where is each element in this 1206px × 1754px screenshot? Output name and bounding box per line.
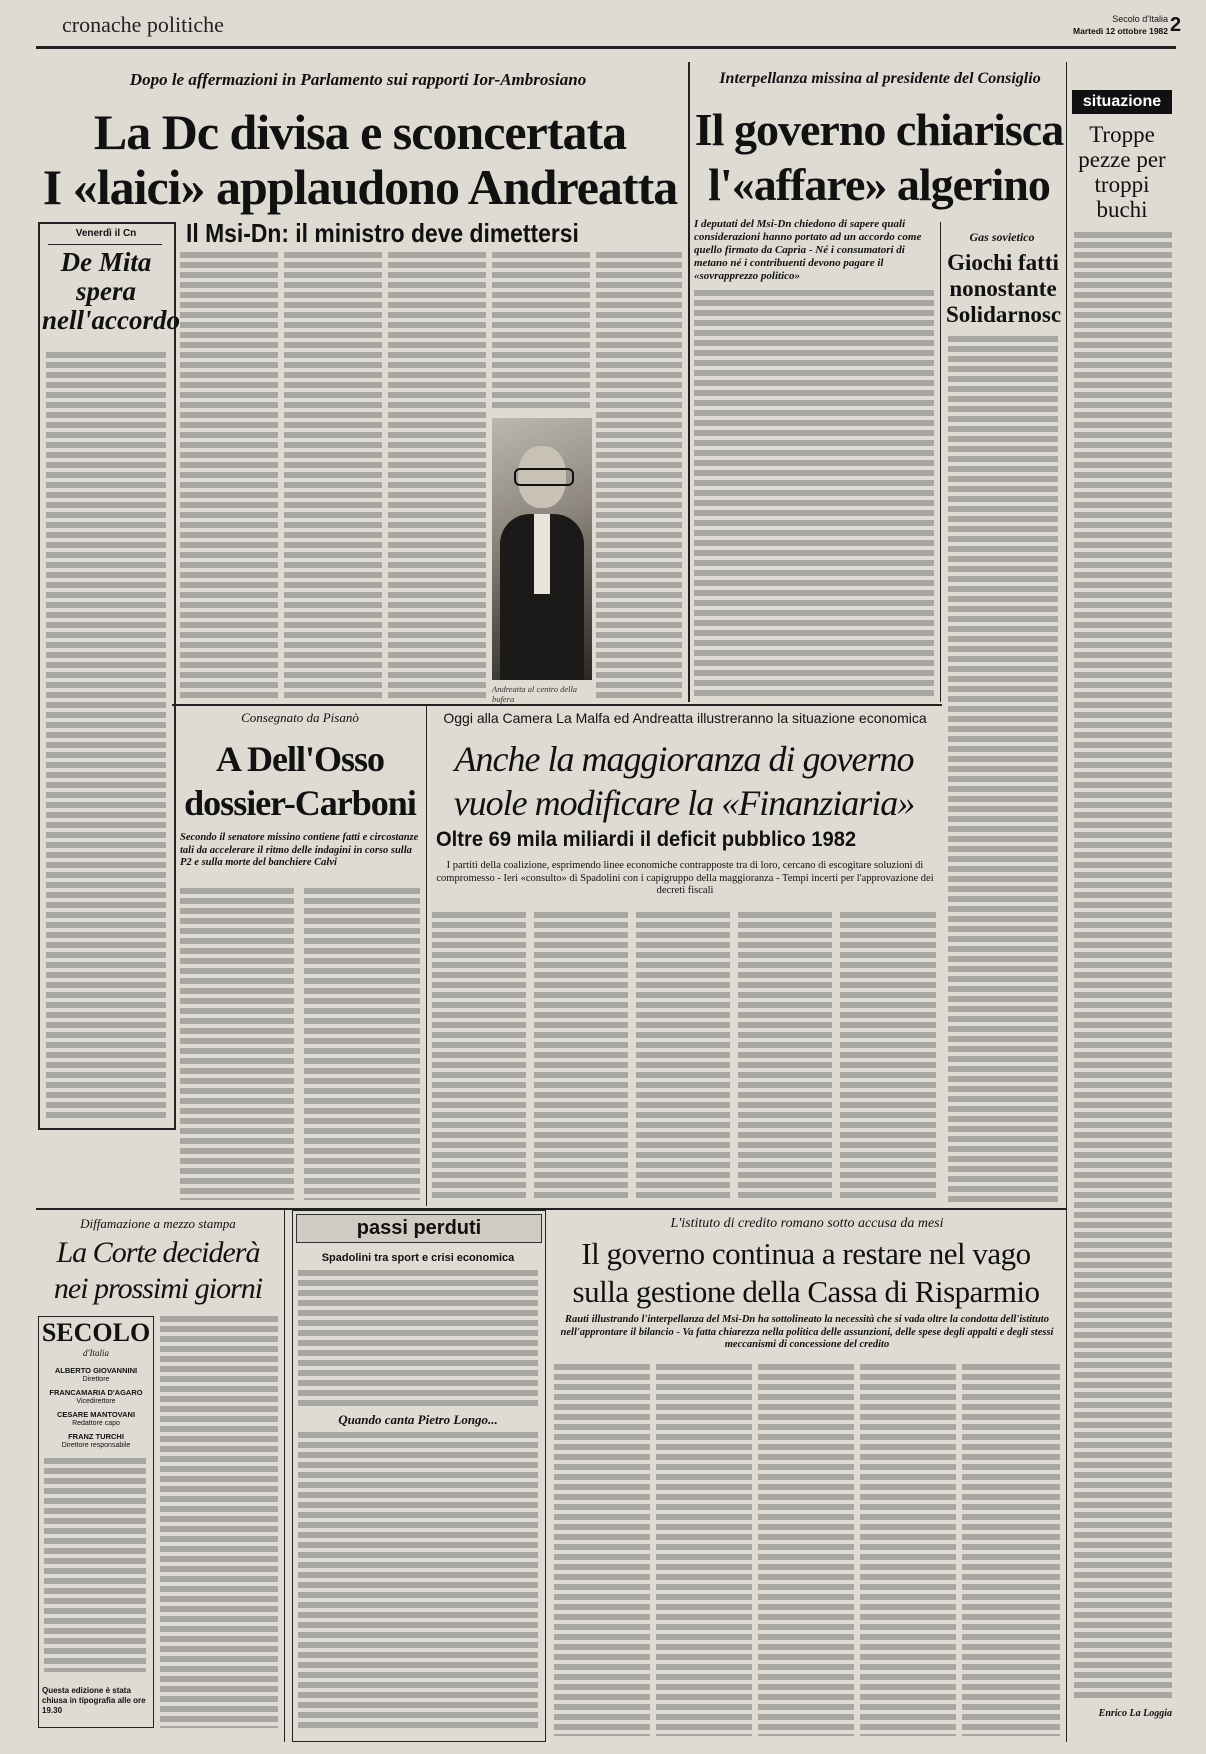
gas-kicker: Gas sovietico (969, 230, 1035, 244)
colophon-line-0: ALBERTO GIOVANNINI (54, 1366, 138, 1375)
finanziaria-kicker: Oggi alla Camera La Malfa ed Andreatta illustreranno la situazione economica (443, 710, 927, 726)
finanziaria-body-col-3 (636, 912, 730, 1200)
lead-headline-1: La Dc divisa e sconcertata (93, 104, 627, 160)
colophon-title: SECOLO (41, 1318, 151, 1347)
colophon-line-4: CESARE MANTOVANI (56, 1410, 136, 1419)
cassa-kicker: L'istituto di credito romano sotto accusa da mesi (670, 1216, 944, 1231)
masthead-name: Secolo d'Italia (1112, 14, 1168, 24)
passi-perduti-label: passi perduti (296, 1214, 542, 1243)
colophon-small-print (44, 1458, 146, 1672)
corte-body (160, 1316, 278, 1728)
situazione-body (1074, 232, 1172, 1702)
lead-body-col-3 (388, 252, 486, 700)
colophon-line-3: Vicedirettore (76, 1398, 116, 1405)
middle-top-rule (172, 704, 942, 706)
lead-sub-headline: Il Msi-Dn: il ministro deve dimettersi (186, 218, 579, 248)
finanziaria-headline-1: Anche la maggioranza di governo (454, 739, 914, 779)
corte-kicker: Diffamazione a mezzo stampa (80, 1216, 236, 1231)
lead-kicker: Dopo le affermazioni in Parlamento sui rapporti Ior-Ambrosiano (129, 70, 587, 89)
colophon-line-5: Redattore capo (72, 1420, 120, 1427)
de-mita-rule (48, 244, 162, 245)
cassa-body-col-4 (860, 1364, 956, 1736)
algeria-headline-2: l'«affare» algerino (708, 159, 1050, 210)
colophon-line-7: Direttore responsabile (61, 1442, 131, 1449)
carboni-right-rule (426, 706, 427, 1206)
finanziaria-body-col-5 (840, 912, 936, 1200)
situazione-label: situazione (1072, 90, 1172, 114)
situazione-left-rule (1066, 62, 1067, 1742)
carboni-body-col-1 (180, 888, 294, 1200)
colophon-line-2: FRANCAMARIA D'AGARO (49, 1388, 143, 1397)
lead-body-col-4 (492, 252, 590, 412)
cassa-body-col-5 (962, 1364, 1060, 1736)
gas-headline: Giochi fatti nonostante Solidarnosc (946, 250, 1062, 327)
cassa-headline-1: Il governo continua a restare nel vago (581, 1236, 1031, 1271)
colophon-line-1: Direttore (82, 1376, 110, 1383)
cassa-body-col-2 (656, 1364, 752, 1736)
finanziaria-body-col-2 (534, 912, 628, 1200)
carboni-body-col-2 (304, 888, 420, 1200)
passi-perduti-inner-headline: Quando canta Pietro Longo... (338, 1412, 498, 1427)
header-rule (36, 46, 1176, 49)
de-mita-headline: De Mita spera nell'accordo (42, 247, 180, 335)
corte-headline-1: La Corte deciderà (56, 1236, 260, 1269)
lead-body-col-2 (284, 252, 382, 700)
page-number: 2 (1170, 14, 1182, 36)
cassa-body-col-3 (758, 1364, 854, 1736)
corte-right-rule (284, 1210, 285, 1742)
finanziaria-body-col-4 (738, 912, 832, 1200)
section-title: cronache politiche (62, 12, 224, 37)
photo-caption: Andreatta al centro della bufera (492, 684, 578, 704)
issue-date: Martedì 12 ottobre 1982 (1073, 26, 1168, 36)
finanziaria-body-col-1 (432, 912, 526, 1200)
finanziaria-sub-headline: Oltre 69 mila miliardi il deficit pubblico 1982 (436, 828, 857, 851)
cassa-body-col-1 (554, 1364, 650, 1736)
cassa-headline-2: sulla gestione della Cassa di Risparmio (572, 1274, 1040, 1309)
lead-body-col-1 (180, 252, 278, 700)
algeria-deck: I deputati del Msi-Dn chiedono di sapere quali considerazioni hanno portato ad un accordo come quello firmato da Caprìa - Né i consumatori di metano né i contribuenti devono pagare il «sovrapprezzo politico» (694, 218, 922, 282)
cassa-deck: Rauti illustrando l'interpellanza del Msi-Dn ha sottolineato la necessità che si vada oltre la condotta dell'istituto nell'approntare il bilancio - Va fatta chiarezza nella politica delle assunzioni, delle spese degli appalti e degli stessi meccanismi di concessione del credito (560, 1314, 1054, 1350)
carboni-headline-1: A Dell'Osso (215, 739, 384, 779)
finanziaria-headline-2: vuole modificare la «Finanziaria» (453, 783, 915, 823)
lead-headline-2: I «laici» applaudono Andreatta (42, 159, 678, 215)
passi-perduti-body-2 (298, 1432, 538, 1732)
carboni-headline-2: dossier-Carboni (184, 783, 416, 823)
algeria-headline-1: Il governo chiarisca (694, 104, 1064, 155)
bottom-top-rule (36, 1208, 1066, 1210)
de-mita-kicker: Venerdì il Cn (75, 228, 137, 239)
passi-perduti-body-1 (298, 1270, 538, 1410)
andreatta-photo (492, 418, 592, 680)
lead-body-col-5 (596, 252, 682, 700)
colophon-subtitle: d'Italia (83, 1348, 109, 1358)
passi-perduti-subtitle: Spadolini tra sport e crisi economica (321, 1252, 515, 1264)
algeria-body (694, 290, 934, 700)
finanziaria-deck: I partiti della coalizione, esprimendo linee economiche contrapposte tra di loro, cercano di escogitare soluzioni di compromesso - Ieri «consulto» di Spadolini con i capigruppo della maggioranza - Tempi incerti per l'approvazione dei decreti fiscali (436, 860, 934, 896)
carboni-deck: Secondo il senatore missino contiene fatti e circostanze tali da accelerare il ritmo delle indagini in corso sulla P2 e sulla morte del banchiere Calvi (180, 832, 419, 868)
carboni-kicker: Consegnato da Pisanò (241, 710, 359, 725)
colophon-note: Questa edizione è stata chiusa in tipografia alle ore 19.30 (42, 1686, 146, 1715)
gas-body (948, 336, 1058, 1204)
situazione-signature: Enrico La Loggia (1098, 1708, 1172, 1719)
situazione-headline: Troppe pezze per troppi buchi (1078, 122, 1166, 222)
algeria-right-rule (940, 222, 941, 702)
colophon-line-6: FRANZ TURCHI (68, 1432, 124, 1441)
corte-headline-2: nei prossimi giorni (53, 1272, 263, 1305)
algeria-kicker: Interpellanza missina al presidente del Consiglio (719, 70, 1041, 87)
de-mita-body (46, 352, 166, 1118)
